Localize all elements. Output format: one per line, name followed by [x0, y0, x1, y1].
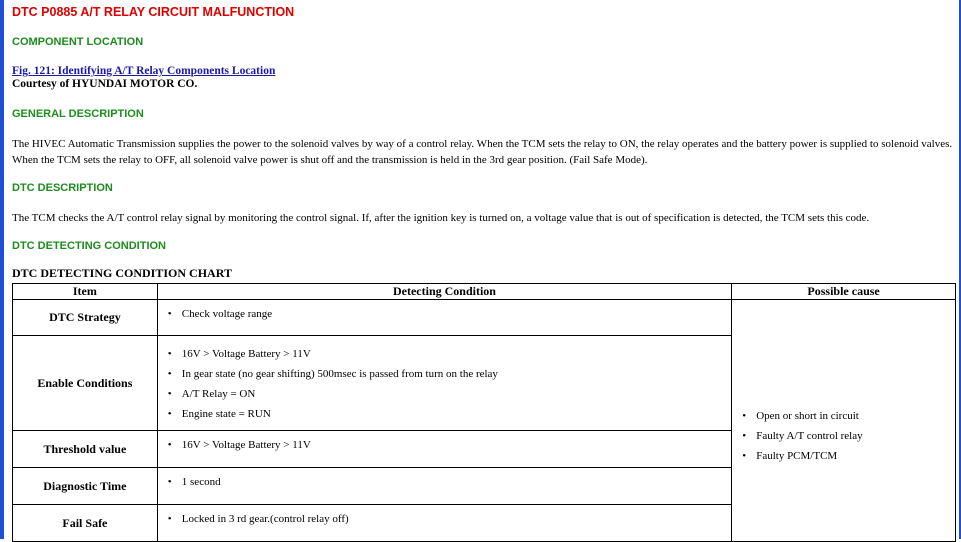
condition-cell [157, 505, 731, 542]
left-frame-border [0, 0, 4, 539]
condition-cell [157, 300, 731, 336]
condition-item: • Locked in 3 rd gear.(control relay off) [158, 509, 731, 529]
possible-cause-cell [732, 300, 956, 542]
dtc-description-text: The TCM checks the A/T control relay signal by monitoring the control signal. If, after the ignition key is turned on, a voltage value that is out of specification is detected, the TCM sets this code. [12, 212, 870, 224]
item-fail-safe: Fail Safe [13, 505, 158, 542]
item-diagnostic-time: Diagnostic Time [13, 468, 158, 505]
condition-item: • A/T Relay = ON [158, 384, 731, 404]
figure-courtesy: Courtesy of HYUNDAI MOTOR CO. [12, 78, 198, 90]
table-row [13, 300, 956, 336]
condition-item: • Check voltage range [158, 304, 731, 324]
condition-cell [157, 431, 731, 468]
header-possible-cause: Possible cause [732, 284, 956, 300]
page-title: DTC P0885 A/T RELAY CIRCUIT MALFUNCTION [12, 5, 295, 19]
general-description-text: The HIVEC Automatic Transmission supplies the power to the solenoid valves by way of a control relay. When the TCM sets the relay to ON, the relay operates and the battery power is supplied to solenoid valves. When the TCM sets the relay to OFF, all solenoid valve power is shut off and the transmission is held in the 3rd gear position. (Fail Safe Mode). [12, 138, 953, 166]
condition-item: • 16V > Voltage Battery > 11V [158, 435, 731, 455]
item-dtc-strategy: DTC Strategy [13, 300, 158, 336]
condition-item: • 1 second [158, 472, 731, 492]
condition-cell [157, 336, 731, 431]
condition-item: • 16V > Voltage Battery > 11V [158, 344, 731, 364]
section-heading-dtc-description: DTC DESCRIPTION [12, 182, 113, 194]
cause-item: • Open or short in circuit [732, 406, 955, 426]
condition-item: • In gear state (no gear shifting) 500msec is passed from turn on the relay [158, 364, 731, 384]
item-enable-conditions: Enable Conditions [13, 336, 158, 431]
cause-item: • Faulty PCM/TCM [732, 446, 955, 466]
figure-link[interactable]: Fig. 121: Identifying A/T Relay Components Location [12, 65, 276, 77]
table-header-row [13, 284, 956, 300]
section-heading-dtc-detecting-condition: DTC DETECTING CONDITION [12, 240, 166, 252]
condition-cell [157, 468, 731, 505]
cause-item: • Faulty A/T control relay [732, 426, 955, 446]
condition-item: • Engine state = RUN [158, 404, 731, 424]
document-content [12, 0, 957, 539]
header-item: Item [13, 284, 158, 300]
item-threshold-value: Threshold value [13, 431, 158, 468]
header-detecting-condition: Detecting Condition [157, 284, 731, 300]
chart-title: DTC DETECTING CONDITION CHART [12, 266, 232, 280]
detecting-condition-table [12, 283, 956, 542]
section-heading-general-description: GENERAL DESCRIPTION [12, 108, 144, 120]
section-heading-component-location: COMPONENT LOCATION [12, 36, 144, 48]
